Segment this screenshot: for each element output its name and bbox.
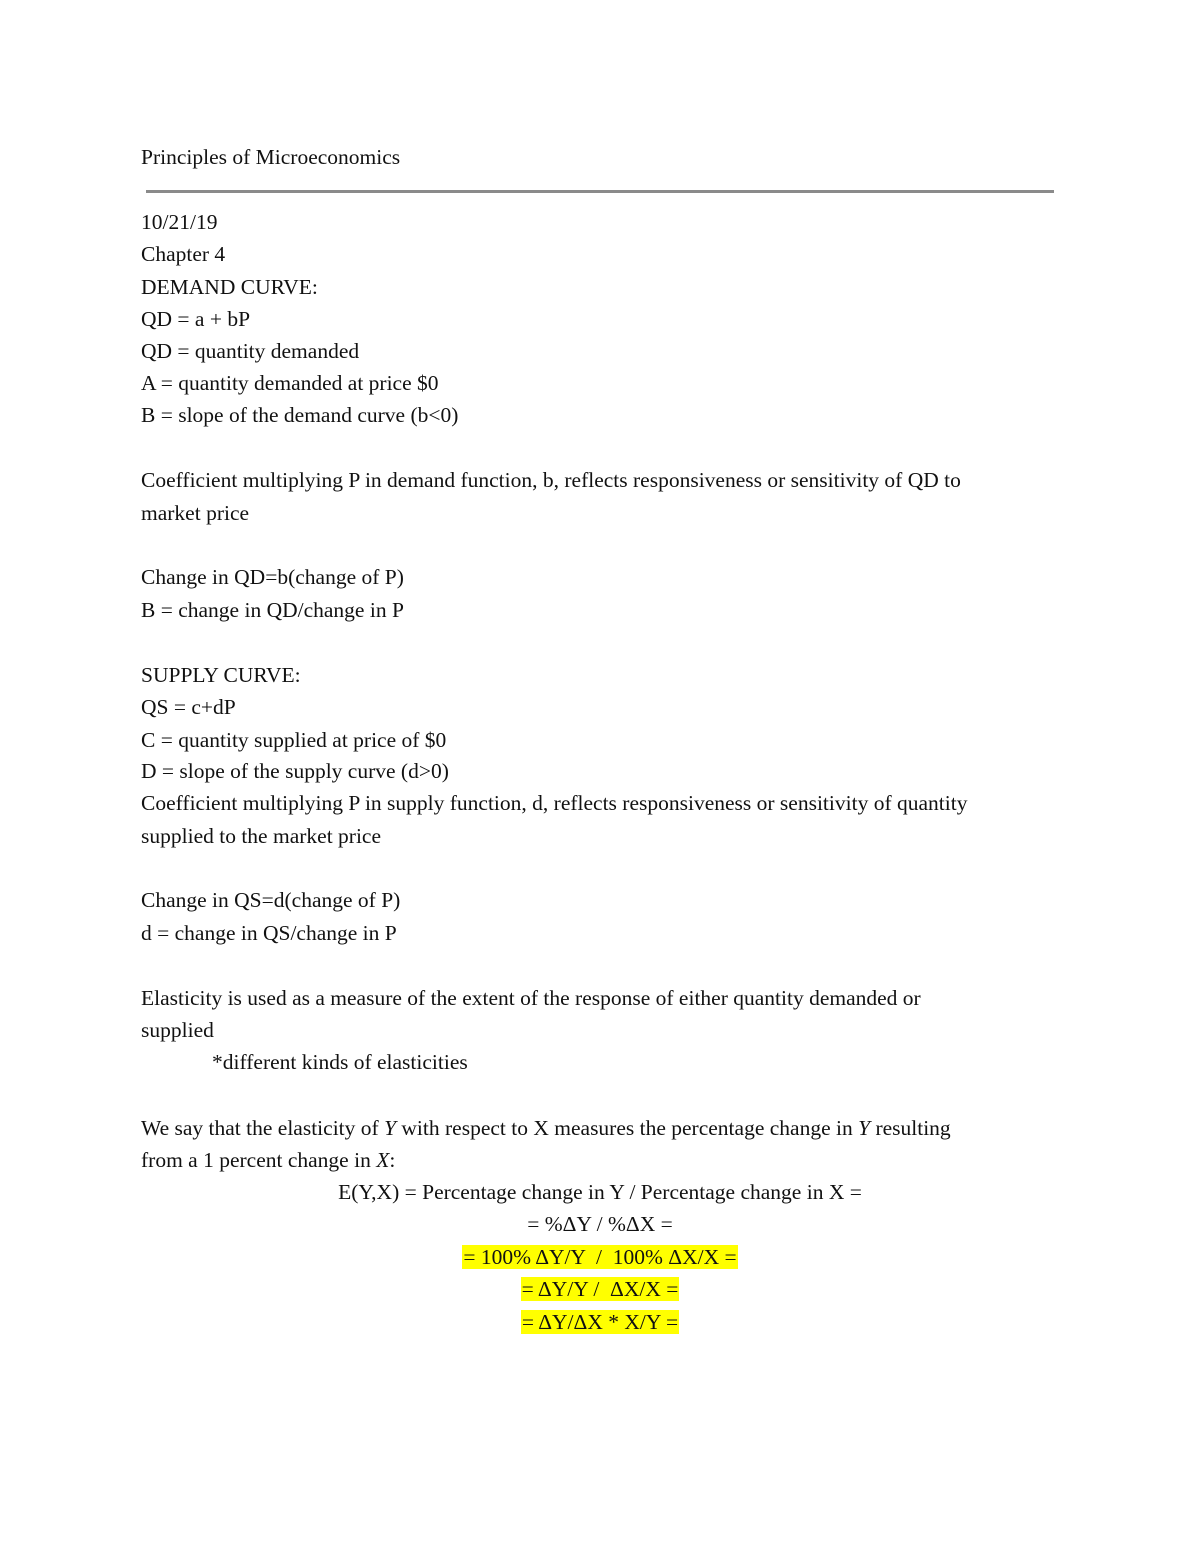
- demand-heading: DEMAND CURVE:: [141, 275, 318, 299]
- formula-line-5: [0, 1308, 1200, 1336]
- demand-equation: QD = a + bP: [141, 307, 251, 331]
- def-text-b1: from a 1 percent change in: [141, 1148, 377, 1172]
- formula-line-4: [0, 1275, 1200, 1303]
- supply-heading: SUPPLY CURVE:: [141, 663, 301, 687]
- supply-coef-line1: Coefficient multiplying P in supply function, d, reflects responsiveness or sensitivity of quantity: [141, 791, 968, 815]
- def-text-a2: with respect to X measures the percentage change in: [396, 1116, 859, 1140]
- formula-4-highlighted: = ΔY/Y / ΔX/X =: [521, 1277, 679, 1301]
- document-title: Principles of Microeconomics: [141, 145, 401, 169]
- formula-1-text: E(Y,X) = Percentage change in Y / Percentage change in X =: [338, 1180, 862, 1204]
- def-var-y1: Y: [384, 1116, 397, 1140]
- demand-def-a: A = quantity demanded at price $0: [141, 371, 439, 395]
- supply-change-1: Change in QS=d(change of P): [141, 888, 401, 912]
- formula-line-3: [0, 1243, 1200, 1271]
- elasticity-line1: Elasticity is used as a measure of the extent of the response of either quantity demanded or: [141, 986, 921, 1010]
- supply-def-d: D = slope of the supply curve (d>0): [141, 759, 449, 783]
- supply-change-2: d = change in QS/change in P: [141, 921, 397, 945]
- chapter-text: Chapter 4: [141, 242, 226, 266]
- elasticity-bullet: *different kinds of elasticities: [212, 1050, 468, 1074]
- demand-change-2: B = change in QD/change in P: [141, 598, 404, 622]
- formula-2-text: = %ΔY / %ΔX =: [527, 1212, 673, 1236]
- supply-equation: QS = c+dP: [141, 695, 236, 719]
- demand-coef-line1: Coefficient multiplying P in demand function, b, reflects responsiveness or sensitivity of QD to: [141, 468, 961, 492]
- def-text-a3: resulting: [870, 1116, 951, 1140]
- def-text-a1: We say that the elasticity of: [141, 1116, 385, 1140]
- supply-coef-line2: supplied to the market price: [141, 824, 382, 848]
- demand-coef-line2: market price: [141, 501, 250, 525]
- elasticity-line2: supplied: [141, 1018, 214, 1042]
- def-var-x: X: [376, 1148, 390, 1172]
- formula-line-2: [0, 1210, 1200, 1238]
- elasticity-definition-line1: [141, 1114, 951, 1142]
- title-divider: [146, 190, 1054, 193]
- formula-line-1: [0, 1178, 1200, 1206]
- formula-3-highlighted: = 100% ΔY/Y / 100% ΔX/X =: [463, 1245, 737, 1269]
- elasticity-definition-line2: [141, 1146, 395, 1174]
- demand-change-1: Change in QD=b(change of P): [141, 565, 404, 589]
- def-var-y2: Y: [858, 1116, 871, 1140]
- def-text-b2: :: [389, 1148, 396, 1172]
- date-text: 10/21/19: [141, 210, 218, 234]
- demand-def-b: B = slope of the demand curve (b<0): [141, 403, 459, 427]
- supply-def-c: C = quantity supplied at price of $0: [141, 728, 447, 752]
- formula-5-highlighted: = ΔY/ΔX * X/Y =: [521, 1310, 679, 1334]
- demand-def-qd: QD = quantity demanded: [141, 339, 360, 363]
